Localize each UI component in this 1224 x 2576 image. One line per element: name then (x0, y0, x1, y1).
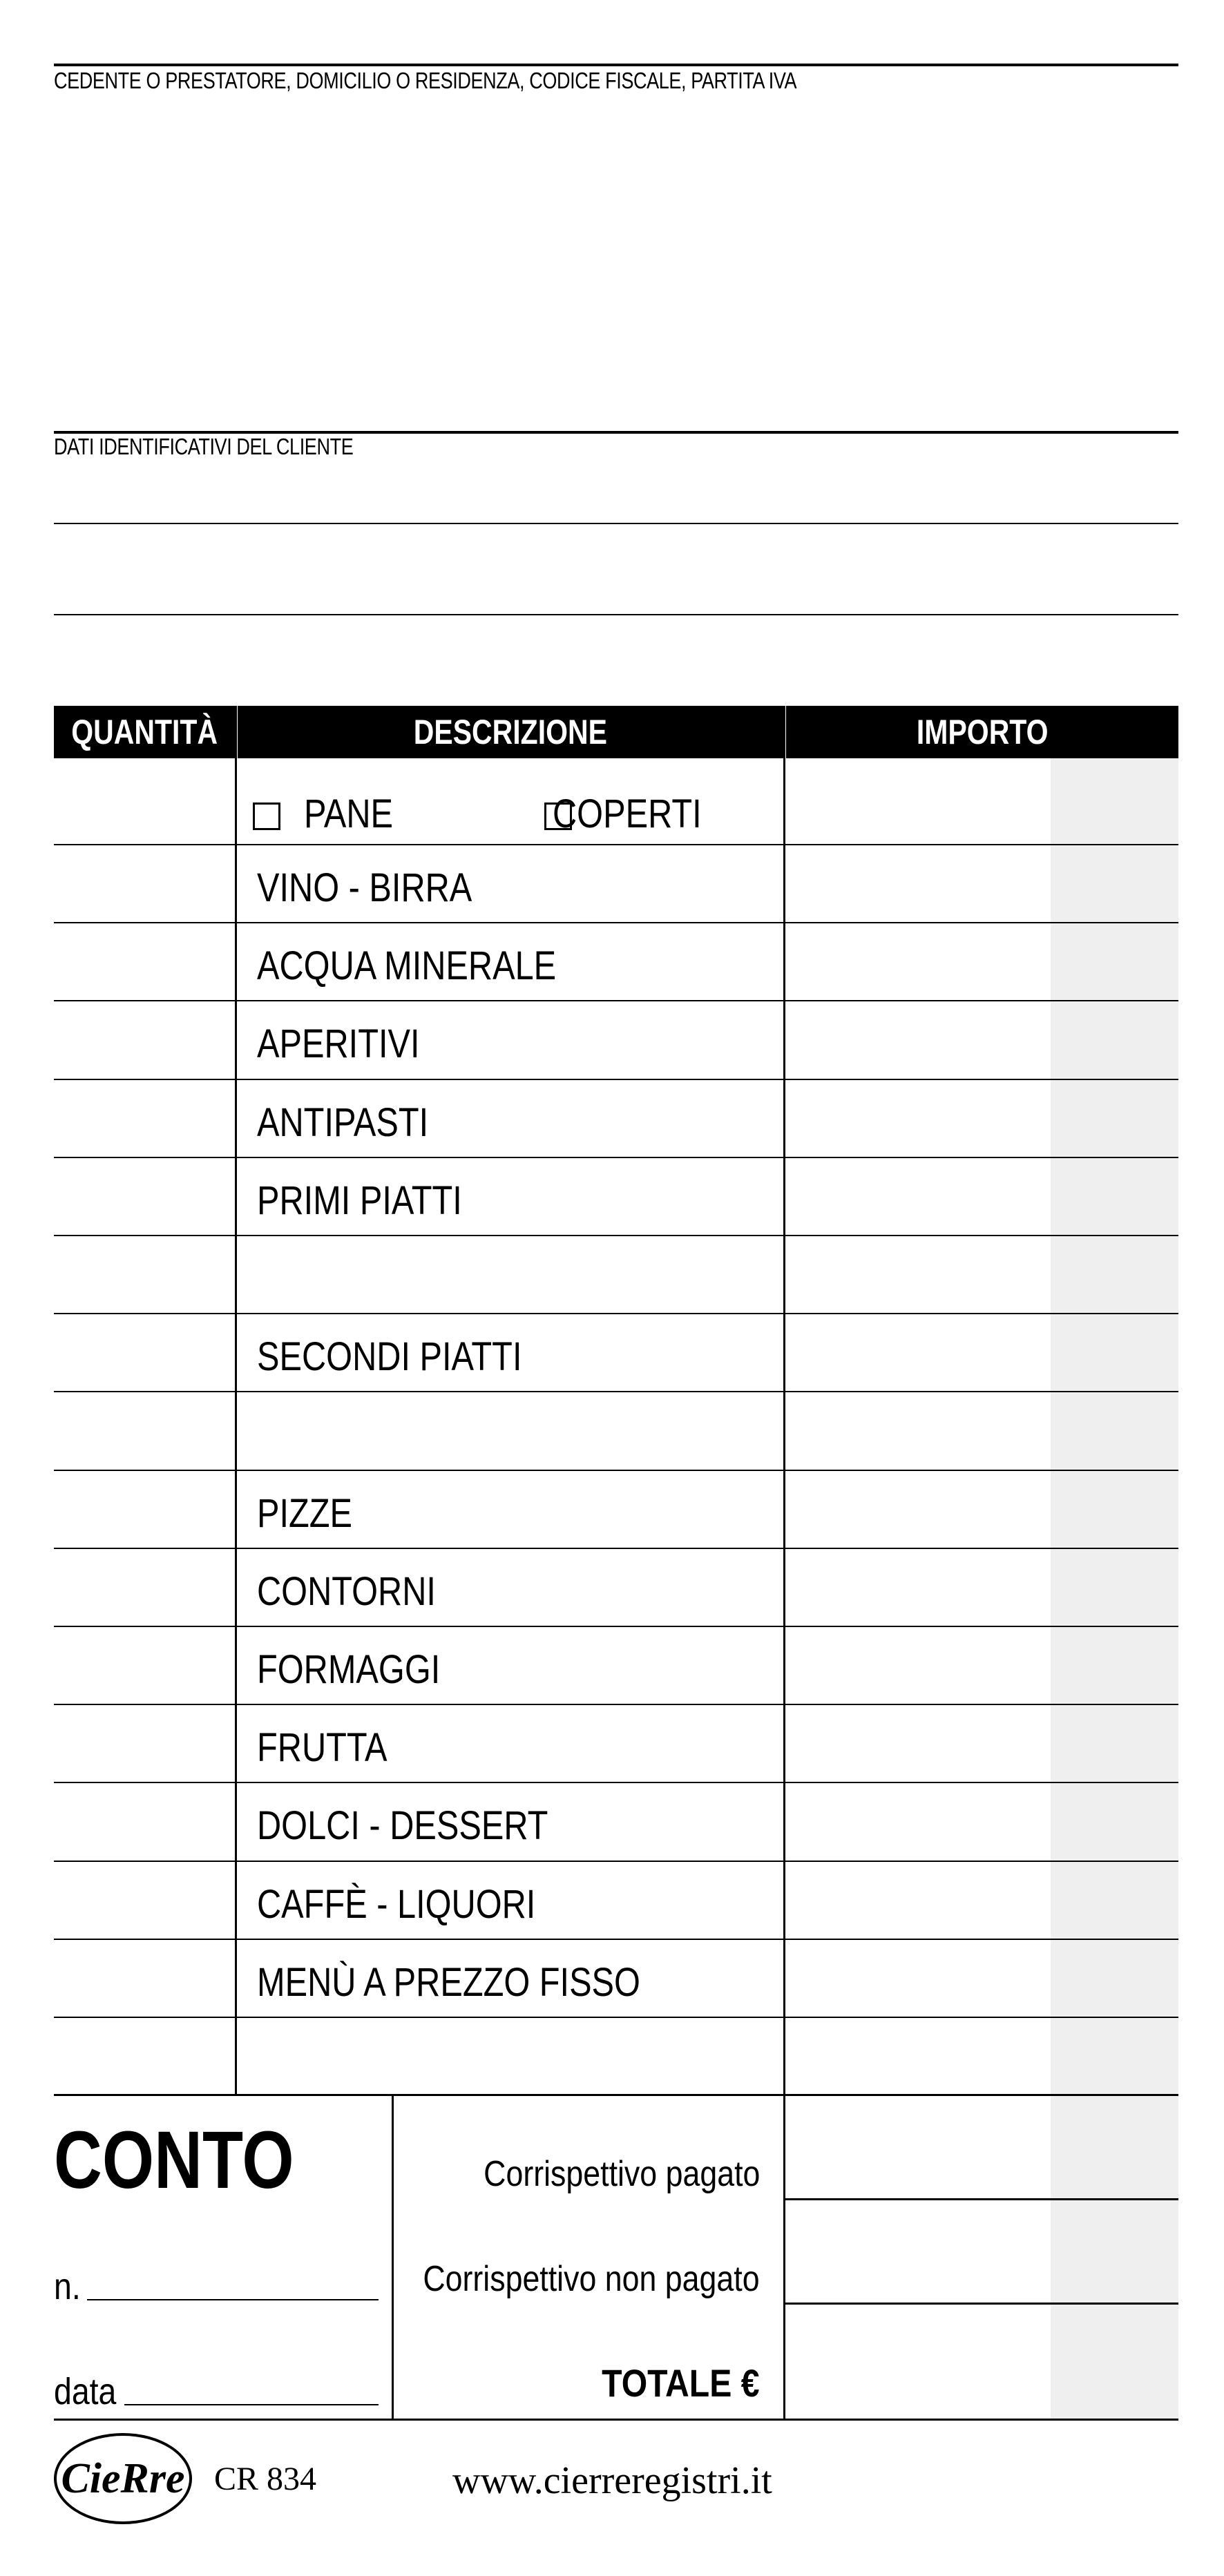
cedente-label: CEDENTE O PRESTATORE, DOMICILIO O RESIDENZA, CODICE FISCALE, PARTITA IVA (54, 68, 797, 93)
pane-label: PANE (304, 791, 394, 836)
paid-label: Corrispettivo pagato (483, 2154, 760, 2194)
row-divider (54, 922, 1178, 923)
table-row-label: CAFFÈ - LIQUORI (257, 1881, 536, 1927)
date-label: data (54, 2371, 117, 2412)
coperti-label: COPERTI (553, 791, 702, 836)
header-importo: IMPORTO (786, 706, 1178, 758)
table-row-label: VINO - BIRRA (257, 865, 472, 910)
table-row-label: PRIMI PIATTI (257, 1178, 462, 1223)
col-divider-importo (783, 706, 785, 2420)
importo-decimal-column (1051, 758, 1178, 2095)
totals-top-rule (54, 2094, 1178, 2096)
cierre-logo: CieRre (54, 2433, 192, 2524)
row-divider (54, 1939, 1178, 1940)
table-row-label: PIZZE (257, 1490, 353, 1536)
row-divider (54, 1626, 1178, 1627)
number-label: n. (54, 2266, 81, 2307)
top-rule (54, 64, 1178, 66)
row-divider (54, 1782, 1178, 1783)
row-divider (54, 1391, 1178, 1392)
row-divider (54, 1079, 1178, 1080)
product-code: CR 834 (214, 2461, 317, 2497)
table-row-label: DOLCI - DESSERT (257, 1803, 548, 1849)
row-divider (54, 1704, 1178, 1705)
website-link[interactable]: www.cierreregistri.it (452, 2459, 772, 2502)
unpaid-line (783, 2303, 1178, 2305)
row-divider (54, 2017, 1178, 2018)
row-divider (54, 844, 1178, 845)
table-row-label: CONTORNI (257, 1568, 436, 1614)
table-row-label: MENÙ A PREZZO FISSO (257, 1959, 640, 2005)
row-divider (54, 1313, 1178, 1314)
total-label: TOTALE € (602, 2361, 760, 2405)
table-row-label: FRUTTA (257, 1725, 388, 1771)
totals-left-divider (392, 2094, 394, 2420)
row-divider (54, 1861, 1178, 1862)
date-field[interactable] (124, 2404, 379, 2405)
table-row-label: SECONDI PIATTI (257, 1334, 522, 1380)
header-quantita: QUANTITÀ (54, 706, 235, 758)
row-divider (54, 1157, 1178, 1158)
row-divider (54, 1548, 1178, 1549)
row-divider (54, 1235, 1178, 1236)
table-row-label: ANTIPASTI (257, 1099, 429, 1145)
unpaid-label: Corrispettivo non pagato (423, 2259, 760, 2299)
conto-title: CONTO (54, 2115, 294, 2206)
cliente-line-2[interactable] (54, 614, 1178, 615)
totals-bottom-rule (54, 2419, 1178, 2421)
totals-decimal-column (1051, 2095, 1178, 2420)
col-divider-quantita (235, 706, 237, 2095)
table-row-label: ACQUA MINERALE (257, 943, 557, 989)
table-row-label: FORMAGGI (257, 1647, 441, 1692)
header-descrizione: DESCRIZIONE (238, 706, 783, 758)
row-divider (54, 1000, 1178, 1001)
paid-line (783, 2198, 1178, 2200)
cliente-line-1[interactable] (54, 523, 1178, 524)
pane-checkbox[interactable] (253, 802, 280, 830)
table-row-label: APERITIVI (257, 1021, 420, 1067)
number-field[interactable] (87, 2299, 379, 2300)
row-divider (54, 1470, 1178, 1471)
cliente-label: DATI IDENTIFICATIVI DEL CLIENTE (54, 434, 354, 459)
